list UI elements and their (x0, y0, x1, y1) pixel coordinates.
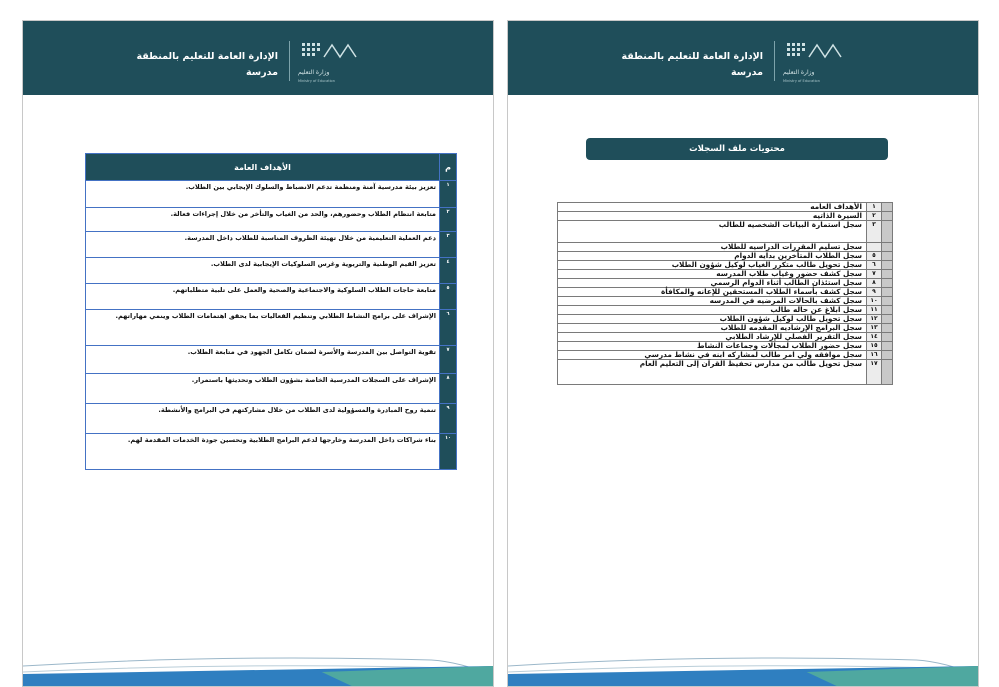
row-number: ١٦ (867, 351, 882, 360)
row-number (867, 243, 882, 252)
table-row (86, 208, 457, 232)
side-cell (882, 342, 893, 351)
row-number: ١١ (867, 306, 882, 315)
row-number: ٨ (440, 374, 457, 404)
record-text: سجل حضور الطلاب لمجالات وجماعات النشاط (558, 342, 867, 351)
side-cell (882, 351, 893, 360)
table-row (86, 404, 457, 434)
record-text: سجل تحويل طالب متكرر الغياب لوكيل شؤون الطلاب (558, 261, 867, 270)
side-cell (882, 306, 893, 315)
side-cell (882, 252, 893, 261)
row-number: ١٠ (440, 434, 457, 470)
records-contents-table (557, 202, 893, 385)
goal-text: تقوية التواصل بين المدرسة والأسرة لضمان تكامل الجهود في متابعة الطلاب. (86, 346, 440, 374)
row-number: ١٤ (867, 333, 882, 342)
table-row (86, 374, 457, 404)
header-divider (774, 41, 775, 81)
admin-title: الإدارة العامة للتعليم بالمنطقة (621, 51, 763, 62)
record-text: سجل تسليم المقررات الدراسيه للطلاب (558, 243, 867, 252)
row-number: ٦ (867, 261, 882, 270)
record-text: سجل تحويل طالب من مدارس تحفيظ القرآن إلى التعليم العام (558, 360, 867, 385)
row-number: ٥ (440, 284, 457, 310)
ministry-name-en: Ministry of Education (298, 79, 335, 83)
side-cell (882, 221, 893, 243)
page-header (508, 21, 978, 95)
record-text: سجل كشف بأسماء الطلاب المستحقين للإعانه والمكافأة (558, 288, 867, 297)
row-number: ٢ (867, 212, 882, 221)
goal-text: متابعة انتظام الطلاب وحضورهم، والحد من الغياب والتأخر من خلال إجراءات فعالة. (86, 208, 440, 232)
footer-wave (508, 636, 978, 686)
row-number: ٩ (867, 288, 882, 297)
record-text: سجل استئذان الطالب أثناء الدوام الرسمي (558, 279, 867, 288)
table-row (86, 232, 457, 258)
record-text: سجل الطلاب المتأخرين بدايه الدوام (558, 252, 867, 261)
record-text: سجل البرامج الإرشاديه المقدمه للطلاب (558, 324, 867, 333)
table-row (86, 346, 457, 374)
row-number: ٩ (440, 404, 457, 434)
row-number: ٥ (867, 252, 882, 261)
record-text: الأهداف العامه (558, 203, 867, 212)
row-number: ٦ (440, 310, 457, 346)
row-number: ١٧ (867, 360, 882, 385)
table-row (86, 284, 457, 310)
page-records-contents (507, 20, 979, 687)
row-number: ١٥ (867, 342, 882, 351)
side-cell (882, 315, 893, 324)
table-row (86, 181, 457, 208)
goal-text: تنمية روح المبادرة والمسؤولية لدى الطلاب من خلال مشاركتهم في البرامج والأنشطة. (86, 404, 440, 434)
goal-text: الإشراف على السجلات المدرسية الخاصة بشؤون الطلاب وتحديثها باستمرار. (86, 374, 440, 404)
school-label: مدرسة (731, 67, 763, 78)
admin-title: الإدارة العامة للتعليم بالمنطقة (136, 51, 278, 62)
ministry-name: وزارة التعليم (783, 69, 815, 76)
general-goals-table (85, 153, 457, 470)
row-number: ٣ (440, 232, 457, 258)
record-text: سجل التقرير الفصلي للإرشاد الطلابي (558, 333, 867, 342)
table-row (86, 310, 457, 346)
goal-text: تعزيز القيم الوطنية والتربوية وغرس السلوكيات الإيجابية لدى الطلاب. (86, 258, 440, 284)
goal-text: الإشراف على برامج النشاط الطلابي وتنظيم الفعاليات بما يحقق اهتمامات الطلاب وينمي مهاراتهم. (86, 310, 440, 346)
school-label: مدرسة (246, 67, 278, 78)
goals-column-header: الأهداف العامة (86, 154, 440, 181)
table-row (558, 221, 893, 243)
side-cell (882, 297, 893, 306)
side-cell (882, 324, 893, 333)
side-cell (882, 243, 893, 252)
side-cell (882, 279, 893, 288)
row-number: ٢ (440, 208, 457, 232)
side-cell (882, 261, 893, 270)
table-row (558, 360, 893, 385)
row-number: ١٣ (867, 324, 882, 333)
page-general-goals (22, 20, 494, 687)
page-header (23, 21, 493, 95)
row-number: ٧ (867, 270, 882, 279)
record-text: سجل كشف بالحالات المرضيه في المدرسه (558, 297, 867, 306)
ministry-name-en: Ministry of Education (783, 79, 820, 83)
row-number: ٧ (440, 346, 457, 374)
record-text: سجل تحويل طالب لوكيل شؤون الطلاب (558, 315, 867, 324)
footer-wave (23, 636, 493, 686)
num-column-header: م (440, 154, 457, 181)
row-number: ١٠ (867, 297, 882, 306)
side-cell (882, 333, 893, 342)
record-text: سجل كشف حضور وغياب طلاب المدرسه (558, 270, 867, 279)
row-number: ١ (440, 181, 457, 208)
side-cell (882, 288, 893, 297)
contents-title: محتويات ملف السجلات (586, 138, 888, 160)
record-text: السيرة الذاتيه (558, 212, 867, 221)
side-cell (882, 360, 893, 385)
record-text: سجل موافقه ولي امر طالب لمشاركه ابنه في نشاط مدرسي (558, 351, 867, 360)
goal-text: بناء شراكات داخل المدرسة وخارجها لدعم البرامج الطلابية وتحسين جودة الخدمات المقدمة لهم. (86, 434, 440, 470)
ministry-name: وزارة التعليم (298, 69, 330, 76)
row-number: ١ (867, 203, 882, 212)
side-cell (882, 203, 893, 212)
record-text: سجل استمارة البيانات الشخصيه للطالب (558, 221, 867, 243)
side-cell (882, 270, 893, 279)
table-row (86, 258, 457, 284)
row-number: ٨ (867, 279, 882, 288)
row-number: ٤ (440, 258, 457, 284)
record-text: سجل ابلاغ عن حاله طالب (558, 306, 867, 315)
goal-text: تعزيز بيئة مدرسية آمنة ومنظمة تدعم الانضباط والسلوك الإيجابي بين الطلاب. (86, 181, 440, 208)
header-divider (289, 41, 290, 81)
row-number: ١٢ (867, 315, 882, 324)
goal-text: متابعة حاجات الطلاب السلوكية والاجتماعية والصحية والعمل على تلبية متطلباتهم. (86, 284, 440, 310)
table-row (86, 434, 457, 470)
row-number: ٣ (867, 221, 882, 243)
goal-text: دعم العملية التعليمية من خلال تهيئة الظروف المناسبة للطلاب داخل المدرسة. (86, 232, 440, 258)
side-cell (882, 212, 893, 221)
